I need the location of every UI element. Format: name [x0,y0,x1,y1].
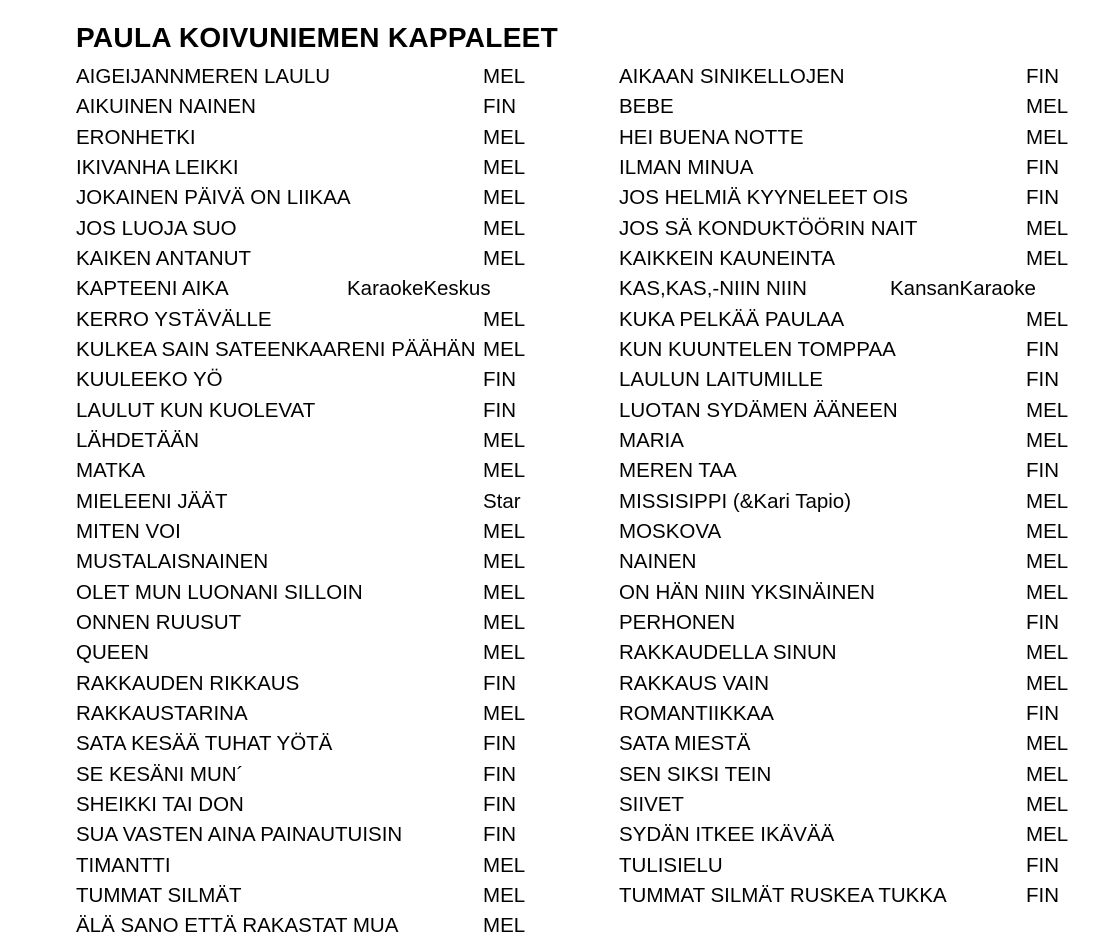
song-title: OLET MUN LUONANI SILLOIN [76,580,363,604]
song-title: KAPTEENI AIKA [76,277,229,301]
song-row [76,183,596,213]
source-code: MEL [1026,732,1069,756]
song-row [76,123,596,153]
song-title: SHEIKKI TAI DON [76,792,244,816]
song-title: SATA KESÄÄ TUHAT YÖTÄ [76,732,333,756]
source-code: FIN [483,368,517,392]
source-code: Star [483,489,521,513]
song-row [76,456,596,486]
song-row [619,335,1089,365]
song-row [76,669,596,699]
source-code: MEL [483,125,526,149]
song-row [619,92,1089,122]
source-code: MEL [1026,125,1069,149]
source-code: MEL [483,580,526,604]
song-row [619,456,1089,486]
source-code: MEL [483,550,526,574]
song-title: MEREN TAA [619,459,737,483]
song-title: IKIVANHA LEIKKI [76,155,239,179]
song-title: MOSKOVA [619,519,722,543]
source-code: FIN [1026,155,1060,179]
song-title: RAKKAUSTARINA [76,701,248,725]
song-title: KAIKKEIN KAUNEINTA [619,246,836,270]
song-row [619,517,1089,547]
song-row [619,153,1089,183]
source-code: MEL [1026,428,1069,452]
song-row [76,820,596,850]
source-code: MEL [1026,550,1069,574]
song-title: LAULUT KUN KUOLEVAT [76,398,316,422]
song-title: MISSISIPPI (&Kari Tapio) [619,489,852,513]
song-title: KUULEEKO YÖ [76,368,223,392]
song-row [619,305,1089,335]
song-title: AIKAAN SINIKELLOJEN [619,65,845,88]
source-code: MEL [1026,307,1069,331]
song-row [76,608,596,638]
song-title: KUKA PELKÄÄ PAULAA [619,307,845,331]
song-title: MATKA [76,459,146,483]
source-code: FIN [483,792,517,816]
song-row [76,790,596,820]
source-code: FIN [1026,853,1060,877]
song-row [76,851,596,881]
source-code: FIN [1026,368,1060,392]
source-code: MEL [483,307,526,331]
song-row [619,638,1089,668]
song-row [619,881,1089,911]
song-row [619,62,1089,92]
song-row [76,881,596,911]
song-row [619,608,1089,638]
song-title: ONNEN RUUSUT [76,610,242,634]
source-code: MEL [483,883,526,907]
source-code: MEL [483,428,526,452]
song-row [619,578,1089,608]
source-code: MEL [1026,216,1069,240]
song-title: ERONHETKI [76,125,196,149]
song-row [76,396,596,426]
song-title: RAKKAUDELLA SINUN [619,641,837,665]
song-title: ROMANTIIKKAA [619,701,774,725]
source-code: MEL [1026,671,1069,695]
song-title: NAINEN [619,550,697,574]
song-row [76,244,596,274]
source-code: MEL [1026,519,1069,543]
song-row [619,123,1089,153]
song-title: TUMMAT SILMÄT [76,883,242,907]
song-row [76,699,596,729]
source-code: MEL [1026,95,1069,119]
song-row [619,760,1089,790]
song-title: SE KESÄNI MUN´ [76,762,244,786]
song-row [619,244,1089,274]
song-row [76,335,596,365]
song-title: TIMANTTI [76,853,171,877]
source-code: MEL [483,641,526,665]
source-code: FIN [1026,65,1060,88]
song-title: RAKKAUDEN RIKKAUS [76,671,300,695]
song-row [619,699,1089,729]
song-row [619,487,1089,517]
song-row [619,214,1089,244]
song-row [619,669,1089,699]
song-title: ON HÄN NIIN YKSINÄINEN [619,580,875,604]
song-title: KULKEA SAIN SATEENKAARENI PÄÄHÄN [76,337,476,361]
song-title: TULISIELU [619,853,723,877]
song-row [76,274,596,304]
song-title: JOS LUOJA SUO [76,216,237,240]
source-code: MEL [1026,580,1069,604]
song-row [619,426,1089,456]
song-title: SUA VASTEN AINA PAINAUTUISIN [76,823,403,847]
song-title: MIELEENI JÄÄT [76,489,228,513]
source-code: MEL [1026,489,1069,513]
page-title: PAULA KOIVUNIEMEN KAPPALEET [76,22,559,53]
source-code: FIN [1026,610,1060,634]
song-title: TUMMAT SILMÄT RUSKEA TUKKA [619,883,947,907]
song-row [76,487,596,517]
song-row [76,365,596,395]
song-title: KAS,KAS,-NIIN NIIN [619,277,807,301]
source-code: MEL [483,155,526,179]
source-code: FIN [1026,459,1060,483]
source-code: MEL [483,246,526,270]
song-row [619,851,1089,881]
song-row [76,153,596,183]
song-row [619,396,1089,426]
song-row [619,365,1089,395]
song-row [619,547,1089,577]
song-title: PERHONEN [619,610,736,634]
source-code: MEL [483,337,526,361]
song-row [76,517,596,547]
song-row [76,214,596,244]
song-row [76,760,596,790]
source-code: FIN [1026,701,1060,725]
song-title: ÄLÄ SANO ETTÄ RAKASTAT MUA [76,914,399,938]
source-code: MEL [1026,792,1069,816]
song-row [619,790,1089,820]
song-title: SATA MIESTÄ [619,732,751,756]
source-code: MEL [483,914,526,938]
source-code: FIN [483,762,517,786]
song-row [619,820,1089,850]
song-row [76,729,596,759]
source-code: FIN [1026,337,1060,361]
song-title: MITEN VOI [76,519,181,543]
song-title: AIKUINEN NAINEN [76,95,256,119]
song-row [619,183,1089,213]
source-code: KansanKaraoke [890,277,1036,301]
source-code: MEL [1026,398,1069,422]
source-code: MEL [1026,246,1069,270]
source-code: MEL [1026,762,1069,786]
song-title: KAIKEN ANTANUT [76,246,252,270]
song-row [76,62,596,92]
source-code: FIN [483,95,517,119]
song-title: LÄHDETÄÄN [76,428,200,452]
song-title: BEBE [619,95,674,119]
song-list-right [619,62,1089,911]
source-code: MEL [1026,823,1069,847]
song-title: SYDÄN ITKEE IKÄVÄÄ [619,823,835,847]
source-code: FIN [1026,883,1060,907]
song-title: MARIA [619,428,684,452]
song-title: JOS HELMIÄ KYYNELEET OIS [619,186,908,210]
song-title: HEI BUENA NOTTE [619,125,804,149]
song-row [619,274,1089,304]
source-code: MEL [1026,641,1069,665]
song-row [76,911,596,941]
song-title: ILMAN MINUA [619,155,754,179]
source-code: FIN [483,823,517,847]
source-code: MEL [483,519,526,543]
song-title: LUOTAN SYDÄMEN ÄÄNEEN [619,398,898,422]
song-row [619,729,1089,759]
source-code: FIN [1026,186,1060,210]
source-code: FIN [483,398,517,422]
song-row [76,547,596,577]
source-code: MEL [483,186,526,210]
song-row [76,92,596,122]
song-title: KERRO YSTÄVÄLLE [76,307,272,331]
source-code: MEL [483,853,526,877]
song-title: JOS SÄ KONDUKTÖÖRIN NAIT [619,216,918,240]
song-row [76,426,596,456]
song-list-left [76,62,596,942]
source-code: MEL [483,459,526,483]
source-code: FIN [483,671,517,695]
source-code: MEL [483,65,526,88]
song-title: SEN SIKSI TEIN [619,762,772,786]
song-title: MUSTALAISNAINEN [76,550,269,574]
song-title: KUN KUUNTELEN TOMPPAA [619,337,896,361]
song-row [76,578,596,608]
song-title: JOKAINEN PÄIVÄ ON LIIKAA [76,186,351,210]
song-title: RAKKAUS VAIN [619,671,769,695]
source-code: MEL [483,216,526,240]
song-title: SIIVET [619,792,684,816]
song-title: QUEEN [76,641,149,665]
source-code: KaraokeKeskus [347,277,491,301]
song-title: AIGEIJANNMEREN LAULU [76,65,331,88]
source-code: FIN [483,732,517,756]
song-row [76,305,596,335]
song-title: LAULUN LAITUMILLE [619,368,823,392]
source-code: MEL [483,701,526,725]
source-code: MEL [483,610,526,634]
song-row [76,638,596,668]
